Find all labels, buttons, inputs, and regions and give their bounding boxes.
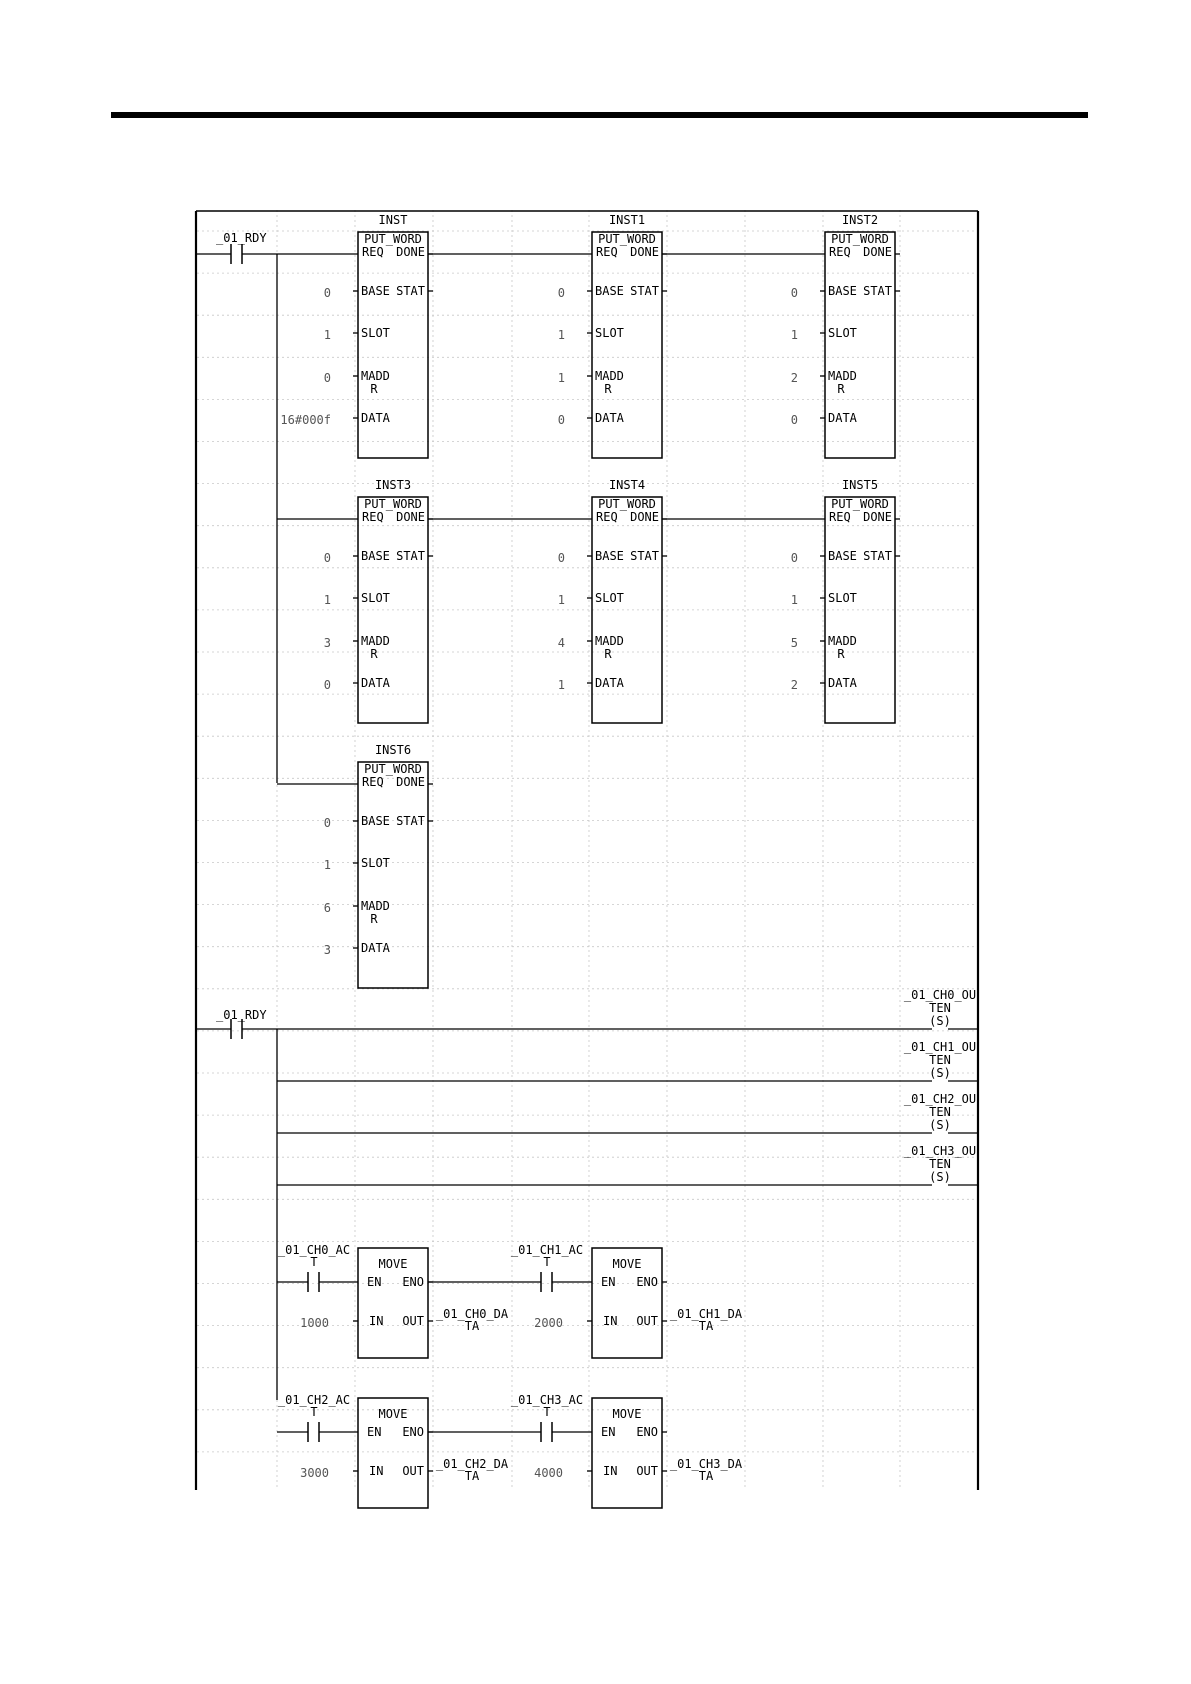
block-inst2-data-label: DATA bbox=[828, 411, 857, 425]
block-inst2-type: PUT_WORD bbox=[831, 232, 889, 246]
block-inst-madd-label: MADD bbox=[361, 369, 390, 383]
move-0-out-line1: _01_CH0_DA bbox=[435, 1307, 509, 1321]
move-3-in-label: IN bbox=[603, 1464, 618, 1478]
block-inst2-madd-label: MADD bbox=[828, 369, 857, 383]
block-inst2-base-value: 0 bbox=[790, 286, 798, 300]
move-3-out-line1: _01_CH3_DA bbox=[669, 1457, 743, 1471]
block-inst4-done-label: DONE bbox=[630, 510, 659, 524]
block-inst3-base-label: BASE bbox=[361, 549, 390, 563]
block-inst4-slot-label: SLOT bbox=[595, 591, 624, 605]
block-inst3-base-value: 0 bbox=[323, 551, 331, 565]
block-inst4-madd-label: MADD bbox=[595, 634, 624, 648]
move-0-contact-line1: _01_CH0_AC bbox=[277, 1243, 351, 1257]
block-inst-req-label: REQ bbox=[362, 245, 384, 259]
block-inst1-req-label: REQ bbox=[596, 245, 618, 259]
block-inst4-instance: INST4 bbox=[608, 478, 646, 492]
block-inst3-req-label: REQ bbox=[362, 510, 384, 524]
move-1-contact-line2: T bbox=[543, 1255, 551, 1269]
move-3-out-label: OUT bbox=[636, 1464, 658, 1478]
block-inst2-instance: INST2 bbox=[841, 213, 879, 227]
move-2-en-label: EN bbox=[367, 1425, 382, 1439]
rung1-contact-label: _01_RDY bbox=[216, 231, 267, 245]
move-1-eno-label: ENO bbox=[636, 1275, 658, 1289]
block-inst1-madd-r-label: R bbox=[604, 382, 612, 396]
block-inst3-done-label: DONE bbox=[396, 510, 425, 524]
move-3-in-value: 4000 bbox=[534, 1466, 563, 1480]
block-inst2-slot-label: SLOT bbox=[828, 326, 857, 340]
move-2-out-line1: _01_CH2_DA bbox=[435, 1457, 509, 1471]
block-inst2-req-label: REQ bbox=[829, 245, 851, 259]
block-inst3-stat-label: STAT bbox=[396, 549, 425, 563]
move-0-type: MOVE bbox=[378, 1257, 408, 1271]
block-inst4-base-value: 0 bbox=[557, 551, 565, 565]
coil-0-name-line1: _01_CH0_OU bbox=[903, 988, 977, 1002]
block-inst-type: PUT_WORD bbox=[364, 232, 422, 246]
block-inst5-instance: INST5 bbox=[841, 478, 879, 492]
block-inst-base-label: BASE bbox=[361, 284, 390, 298]
move-3-out-line2: TA bbox=[698, 1469, 714, 1483]
move-2-out-label: OUT bbox=[402, 1464, 424, 1478]
block-inst5-madd-label: MADD bbox=[828, 634, 857, 648]
block-inst2-slot-value: 1 bbox=[790, 328, 798, 342]
block-inst6-madd-label: MADD bbox=[361, 899, 390, 913]
move-1-out-label: OUT bbox=[636, 1314, 658, 1328]
block-inst-done-label: DONE bbox=[396, 245, 425, 259]
block-inst-instance: INST bbox=[378, 213, 408, 227]
block-inst6-madd-value: 6 bbox=[323, 901, 331, 915]
block-inst4-slot-value: 1 bbox=[557, 593, 565, 607]
block-inst6-base-label: BASE bbox=[361, 814, 390, 828]
coil-3-name-line2: TEN bbox=[929, 1157, 951, 1171]
block-inst4-madd-r-label: R bbox=[604, 647, 612, 661]
block-inst6-slot-label: SLOT bbox=[361, 856, 390, 870]
block-inst1-type: PUT_WORD bbox=[598, 232, 656, 246]
block-inst3-slot-label: SLOT bbox=[361, 591, 390, 605]
block-inst5-base-value: 0 bbox=[790, 551, 798, 565]
block-inst-madd-r-label: R bbox=[370, 382, 378, 396]
move-3-type: MOVE bbox=[612, 1407, 642, 1421]
coil-1-name-line2: TEN bbox=[929, 1053, 951, 1067]
coil-3-symbol: (S) bbox=[929, 1170, 951, 1184]
move-0-eno-label: ENO bbox=[402, 1275, 424, 1289]
coil-1-symbol: (S) bbox=[929, 1066, 951, 1080]
block-inst1-madd-value: 1 bbox=[557, 371, 565, 385]
block-inst3-madd-value: 3 bbox=[323, 636, 331, 650]
block-inst5-data-value: 2 bbox=[790, 678, 798, 692]
block-inst1-base-value: 0 bbox=[557, 286, 565, 300]
block-inst6-base-value: 0 bbox=[323, 816, 331, 830]
block-inst3-instance: INST3 bbox=[374, 478, 412, 492]
coil-2-symbol: (S) bbox=[929, 1118, 951, 1132]
block-inst2-madd-value: 2 bbox=[790, 371, 798, 385]
block-inst6-type: PUT_WORD bbox=[364, 762, 422, 776]
block-inst6-instance: INST6 bbox=[374, 743, 412, 757]
block-inst5-slot-label: SLOT bbox=[828, 591, 857, 605]
move-3-contact-line2: T bbox=[543, 1405, 551, 1419]
block-inst4-type: PUT_WORD bbox=[598, 497, 656, 511]
block-inst2-base-label: BASE bbox=[828, 284, 857, 298]
coil-1-name-line1: _01_CH1_OU bbox=[903, 1040, 977, 1054]
move-3-eno-label: ENO bbox=[636, 1425, 658, 1439]
move-1-out-line1: _01_CH1_DA bbox=[669, 1307, 743, 1321]
block-inst1-base-label: BASE bbox=[595, 284, 624, 298]
block-inst6-req-label: REQ bbox=[362, 775, 384, 789]
block-inst1-data-value: 0 bbox=[557, 413, 565, 427]
block-inst1-instance: INST1 bbox=[608, 213, 646, 227]
move-2-in-value: 3000 bbox=[300, 1466, 329, 1480]
block-inst5-slot-value: 1 bbox=[790, 593, 798, 607]
block-inst-madd-value: 0 bbox=[323, 371, 331, 385]
block-inst1-done-label: DONE bbox=[630, 245, 659, 259]
coil-2-name-line2: TEN bbox=[929, 1105, 951, 1119]
block-inst6-madd-r-label: R bbox=[370, 912, 378, 926]
block-inst4-madd-value: 4 bbox=[557, 636, 565, 650]
block-inst1-data-label: DATA bbox=[595, 411, 624, 425]
move-2-contact-line2: T bbox=[310, 1405, 318, 1419]
block-inst4-base-label: BASE bbox=[595, 549, 624, 563]
block-inst5-data-label: DATA bbox=[828, 676, 857, 690]
coil-0-name-line2: TEN bbox=[929, 1001, 951, 1015]
block-inst1-stat-label: STAT bbox=[630, 284, 659, 298]
block-inst5-req-label: REQ bbox=[829, 510, 851, 524]
move-2-in-label: IN bbox=[369, 1464, 384, 1478]
block-inst-slot-label: SLOT bbox=[361, 326, 390, 340]
block-inst3-madd-r-label: R bbox=[370, 647, 378, 661]
move-0-contact-line2: T bbox=[310, 1255, 318, 1269]
move-1-contact-line1: _01_CH1_AC bbox=[510, 1243, 584, 1257]
block-inst-data-label: DATA bbox=[361, 411, 390, 425]
block-inst1-madd-label: MADD bbox=[595, 369, 624, 383]
rung2-contact-label: _01_RDY bbox=[216, 1008, 267, 1022]
move-1-in-value: 2000 bbox=[534, 1316, 563, 1330]
move-0-en-label: EN bbox=[367, 1275, 382, 1289]
move-2-contact-line1: _01_CH2_AC bbox=[277, 1393, 351, 1407]
move-2-type: MOVE bbox=[378, 1407, 408, 1421]
block-inst4-data-label: DATA bbox=[595, 676, 624, 690]
block-inst3-data-label: DATA bbox=[361, 676, 390, 690]
block-inst2-madd-r-label: R bbox=[837, 382, 845, 396]
block-inst-stat-label: STAT bbox=[396, 284, 425, 298]
block-inst4-req-label: REQ bbox=[596, 510, 618, 524]
coil-3-name-line1: _01_CH3_OU bbox=[903, 1144, 977, 1158]
block-inst3-madd-label: MADD bbox=[361, 634, 390, 648]
block-inst4-stat-label: STAT bbox=[630, 549, 659, 563]
block-inst6-slot-value: 1 bbox=[323, 858, 331, 872]
move-1-in-label: IN bbox=[603, 1314, 618, 1328]
block-inst5-base-label: BASE bbox=[828, 549, 857, 563]
move-3-en-label: EN bbox=[601, 1425, 616, 1439]
move-1-en-label: EN bbox=[601, 1275, 616, 1289]
move-1-type: MOVE bbox=[612, 1257, 642, 1271]
move-0-in-value: 1000 bbox=[300, 1316, 329, 1330]
coil-0-symbol: (S) bbox=[929, 1014, 951, 1028]
block-inst5-madd-r-label: R bbox=[837, 647, 845, 661]
block-inst3-slot-value: 1 bbox=[323, 593, 331, 607]
block-inst-base-value: 0 bbox=[323, 286, 331, 300]
coil-2-name-line1: _01_CH2_OU bbox=[903, 1092, 977, 1106]
block-inst5-type: PUT_WORD bbox=[831, 497, 889, 511]
block-inst6-data-label: DATA bbox=[361, 941, 390, 955]
block-inst2-done-label: DONE bbox=[863, 245, 892, 259]
block-inst2-stat-label: STAT bbox=[863, 284, 892, 298]
block-inst5-stat-label: STAT bbox=[863, 549, 892, 563]
move-3-contact-line1: _01_CH3_AC bbox=[510, 1393, 584, 1407]
block-inst1-slot-value: 1 bbox=[557, 328, 565, 342]
block-inst4-data-value: 1 bbox=[557, 678, 565, 692]
block-inst3-data-value: 0 bbox=[323, 678, 331, 692]
block-inst-data-value: 16#000f bbox=[280, 413, 331, 427]
move-2-out-line2: TA bbox=[464, 1469, 480, 1483]
block-inst6-data-value: 3 bbox=[323, 943, 331, 957]
block-inst2-data-value: 0 bbox=[790, 413, 798, 427]
block-inst5-madd-value: 5 bbox=[790, 636, 798, 650]
move-0-in-label: IN bbox=[369, 1314, 384, 1328]
block-inst5-done-label: DONE bbox=[863, 510, 892, 524]
block-inst6-done-label: DONE bbox=[396, 775, 425, 789]
move-0-out-label: OUT bbox=[402, 1314, 424, 1328]
block-inst-slot-value: 1 bbox=[323, 328, 331, 342]
block-inst3-type: PUT_WORD bbox=[364, 497, 422, 511]
move-2-eno-label: ENO bbox=[402, 1425, 424, 1439]
move-0-out-line2: TA bbox=[464, 1319, 480, 1333]
block-inst1-slot-label: SLOT bbox=[595, 326, 624, 340]
move-1-out-line2: TA bbox=[698, 1319, 714, 1333]
block-inst6-stat-label: STAT bbox=[396, 814, 425, 828]
